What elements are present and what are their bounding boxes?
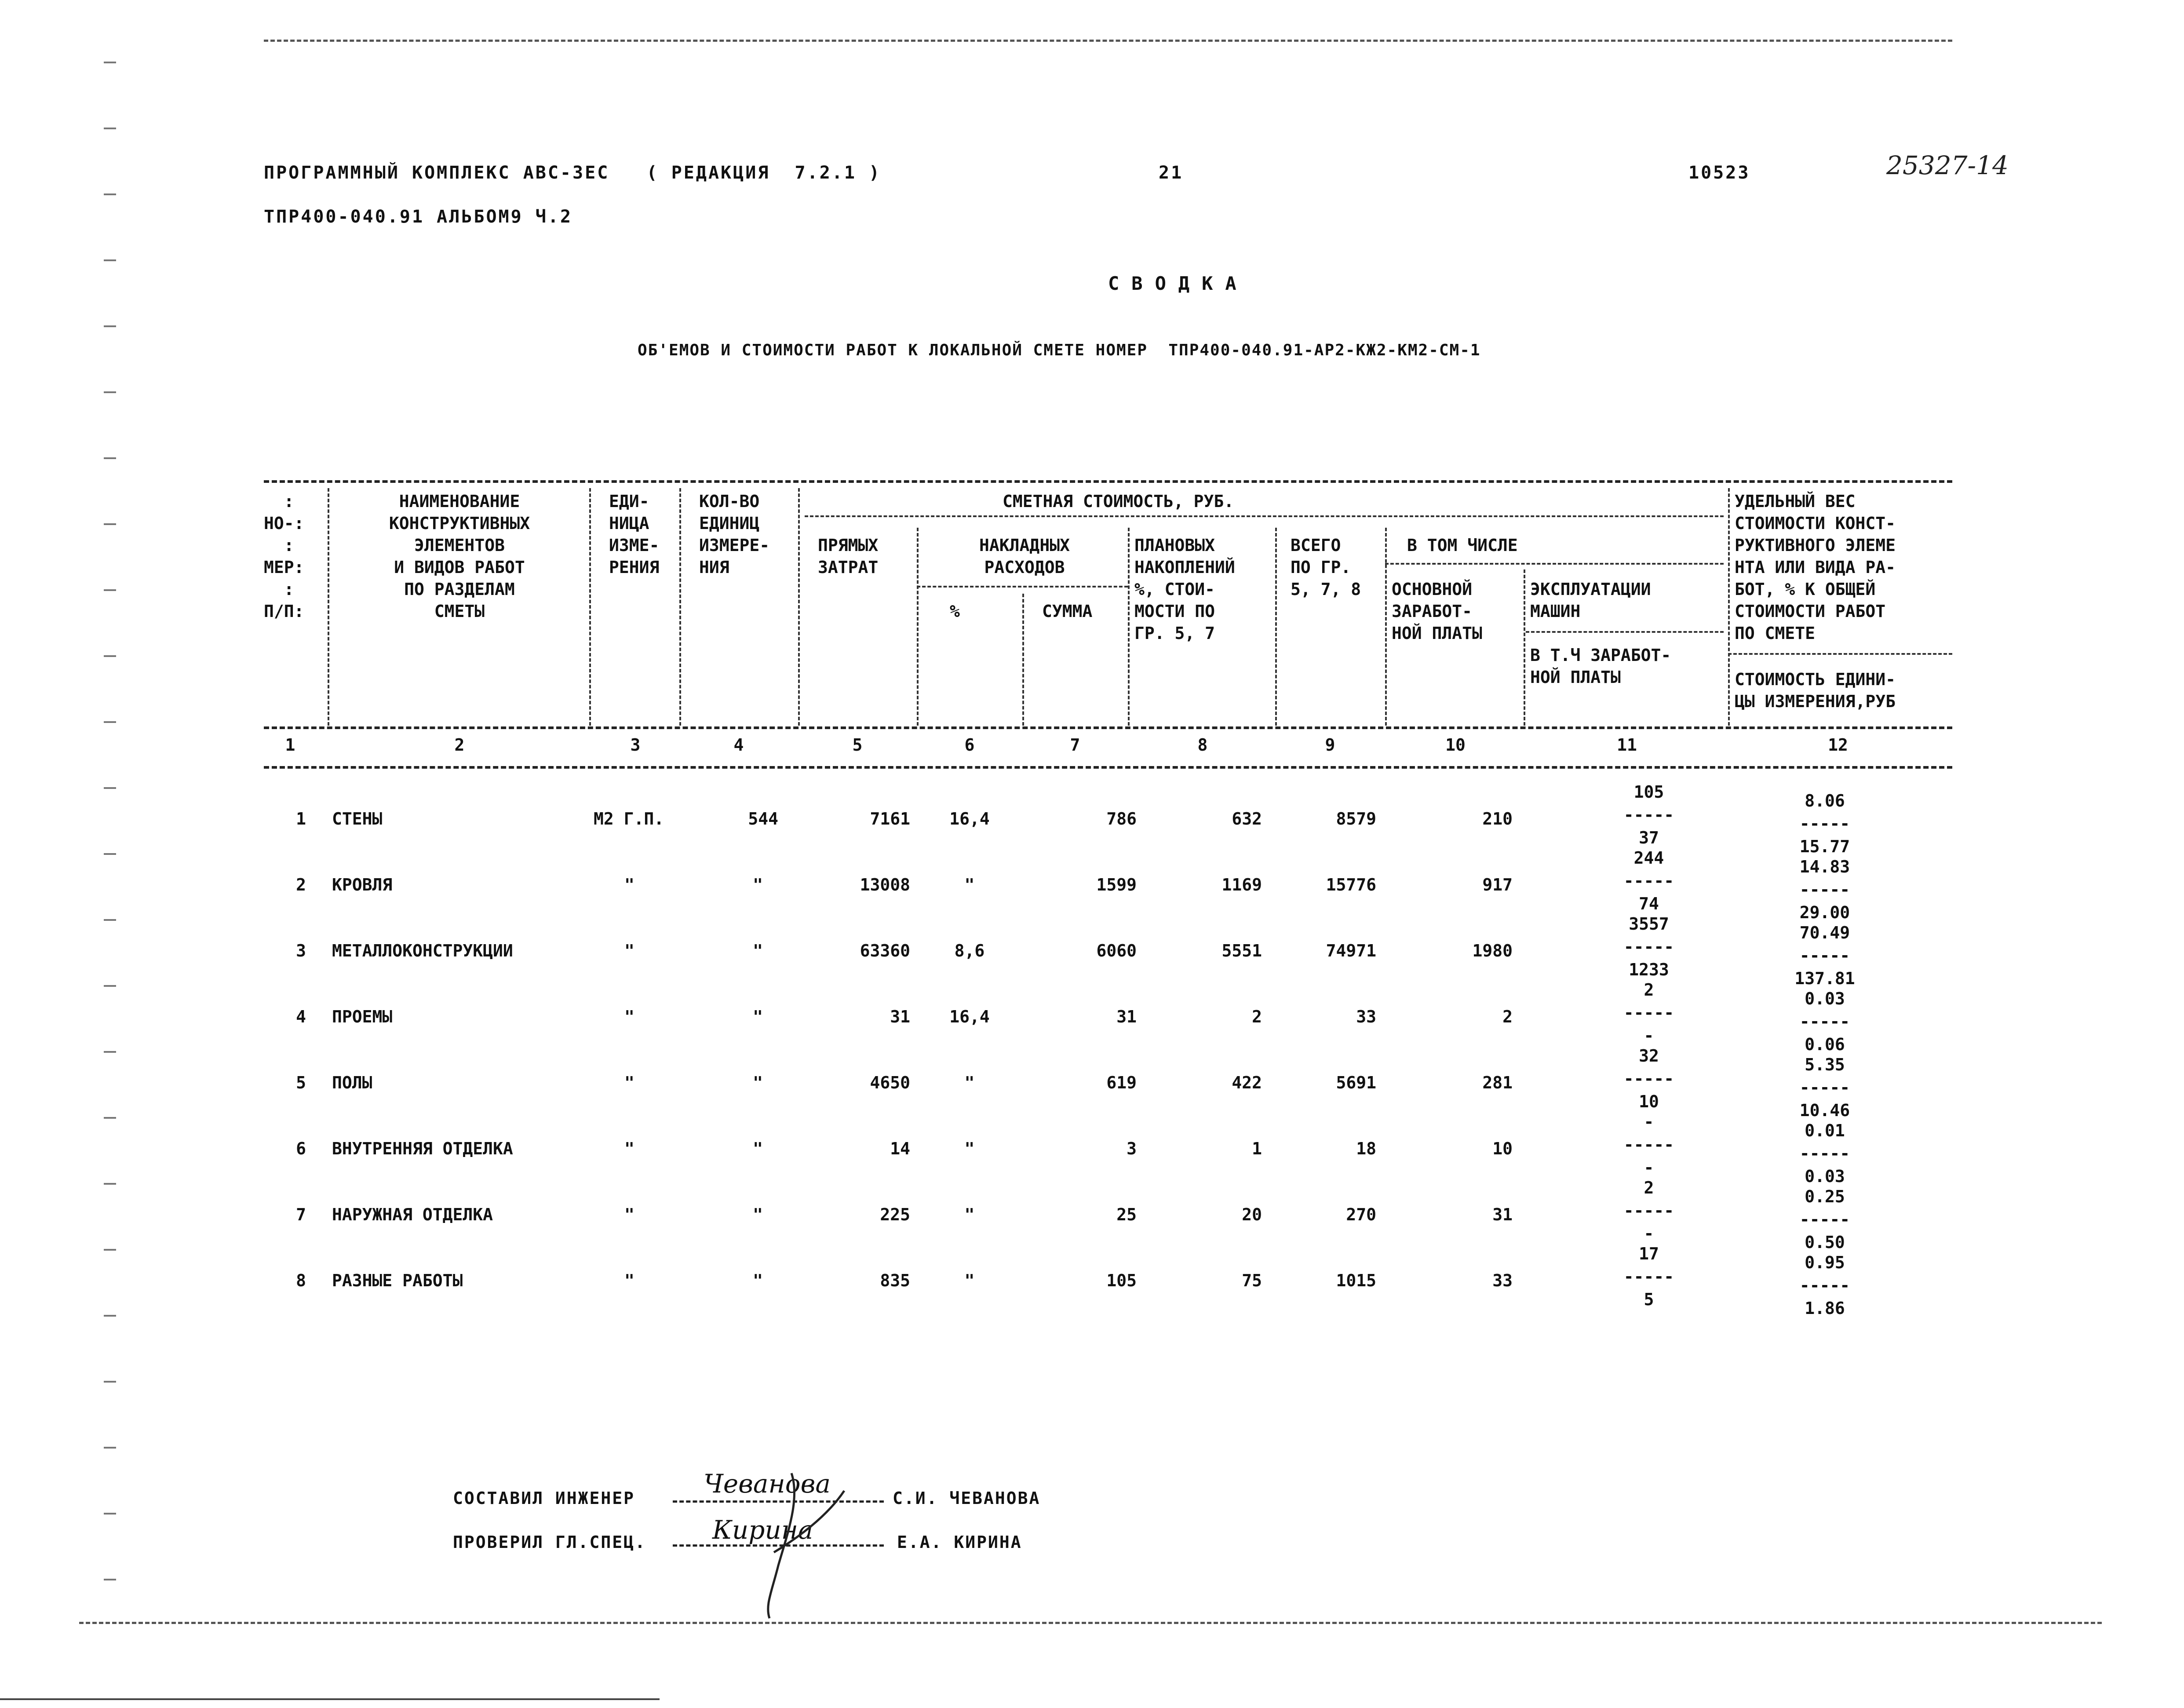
fraction-bar: -----: [1623, 1069, 1674, 1088]
col-numbers-rule: [264, 766, 1952, 769]
row-number: 8: [296, 1271, 306, 1290]
row-overhead-sum: 786: [1106, 809, 1137, 828]
overhead-rule: [917, 586, 1128, 588]
col-num: 3: [630, 735, 641, 755]
fraction-bar: -----: [1623, 937, 1674, 956]
col-header-unit: ЕДИ- НИЦА ИЗМЕ- РЕНИЯ: [609, 492, 660, 577]
row-share-fraction: [1759, 1119, 1891, 1188]
row-machines-fraction: [1583, 1176, 1715, 1245]
unit-cost-value: 0.06: [1805, 1035, 1845, 1054]
share-value: 14.83: [1799, 857, 1850, 876]
row-wages: 210: [1482, 809, 1513, 828]
row-share-fraction: [1759, 987, 1891, 1056]
col-num: 9: [1325, 735, 1335, 755]
row-wages: 33: [1492, 1271, 1513, 1290]
page-title: СВОДКА: [1108, 273, 1249, 294]
col-header-machines: ЭКСПЛУАТАЦИИ МАШИН: [1530, 580, 1651, 621]
row-overhead-sum: 3: [1127, 1139, 1137, 1158]
checked-by-label: ПРОВЕРИЛ ГЛ.СПЕЦ.: [453, 1533, 646, 1552]
row-total: 18: [1356, 1139, 1376, 1158]
col-header-total: ВСЕГО ПО ГР. 5, 7, 8: [1291, 536, 1361, 599]
incl-rule: [1385, 563, 1724, 565]
row-total: 8579: [1336, 809, 1376, 828]
project-code: ТПР400-040.91 АЛЬБОМ9 Ч.2: [264, 207, 573, 227]
row-planned: 20: [1242, 1205, 1262, 1224]
composed-signature: Чеванова: [704, 1469, 831, 1499]
row-total: 270: [1346, 1205, 1376, 1224]
col-header-qty: КОЛ-ВО ЕДИНИЦ ИЗМЕРЕ- НИЯ: [699, 492, 770, 577]
row-machines-fraction: [1583, 1044, 1715, 1113]
checked-signature: Кирина: [712, 1515, 813, 1545]
share-value: 70.49: [1799, 923, 1850, 942]
row-unit: ": [624, 1073, 634, 1092]
row-wages: 281: [1482, 1073, 1513, 1092]
row-overhead-pct: 16,4: [949, 1007, 990, 1026]
row-unit: М2 Г.П.: [594, 809, 664, 828]
machines-value: 2: [1644, 1178, 1654, 1197]
row-overhead-sum: 31: [1116, 1007, 1137, 1026]
col-num: 10: [1445, 735, 1466, 755]
row-unit: ": [624, 941, 634, 960]
row-share-fraction: [1759, 855, 1891, 924]
fraction-bar: -----: [1799, 814, 1850, 833]
row-name: РАЗНЫЕ РАБОТЫ: [332, 1271, 463, 1290]
machines-value: 2: [1644, 980, 1654, 1000]
row-name: ПРОЕМЫ: [332, 1007, 393, 1026]
row-name: ПОЛЫ: [332, 1073, 372, 1092]
bottom-edge-line: [0, 1698, 660, 1700]
col-header-overhead-pct: %: [950, 602, 960, 621]
row-unit: ": [624, 1139, 634, 1158]
row-number: 3: [296, 941, 306, 960]
row-direct: 14: [890, 1139, 910, 1158]
row-direct: 13008: [860, 875, 910, 894]
machine-wages-value: 37: [1639, 828, 1659, 847]
row-planned: 1169: [1221, 875, 1262, 894]
row-overhead-pct: ": [964, 1271, 975, 1290]
fraction-bar: -----: [1623, 1267, 1674, 1286]
share-value: 8.06: [1805, 791, 1845, 810]
share-rule: [1728, 653, 1952, 655]
col-header-unit-cost: СТОИМОСТЬ ЕДИНИ- ЦЫ ИЗМЕРЕНИЯ,РУБ: [1735, 670, 1896, 711]
col-num: 5: [852, 735, 863, 755]
row-wages: 1980: [1472, 941, 1513, 960]
row-qty: ": [753, 1139, 763, 1158]
row-overhead-pct: 16,4: [949, 809, 990, 828]
row-planned: 422: [1232, 1073, 1262, 1092]
fraction-bar: -----: [1623, 1201, 1674, 1220]
row-share-fraction: [1759, 789, 1891, 858]
fraction-bar: -----: [1799, 946, 1850, 965]
row-wages: 917: [1482, 875, 1513, 894]
row-wages: 10: [1492, 1139, 1513, 1158]
col-header-name: НАИМЕНОВАНИЕ КОНСТРУКТИВНЫХ ЭЛЕМЕНТОВ И ВИДОВ РАБОТ ПО РАЗДЕЛАМ СМЕТЫ: [389, 492, 530, 621]
row-machines-fraction: [1583, 781, 1715, 849]
col-num: 6: [964, 735, 975, 755]
share-value: 0.25: [1805, 1187, 1845, 1206]
share-value: 0.95: [1805, 1253, 1845, 1272]
fraction-bar: -----: [1799, 1210, 1850, 1229]
machine-wages-value: 1233: [1629, 960, 1669, 979]
fraction-bar: -----: [1799, 880, 1850, 899]
row-name: МЕТАЛЛОКОНСТРУКЦИИ: [332, 941, 513, 960]
page-number: 21: [1159, 163, 1184, 183]
row-qty: ": [753, 1007, 763, 1026]
row-name: НАРУЖНАЯ ОТДЕЛКА: [332, 1205, 493, 1224]
row-direct: 7161: [870, 809, 910, 828]
row-share-fraction: [1759, 1251, 1891, 1320]
row-overhead-sum: 1599: [1096, 875, 1137, 894]
row-planned: 632: [1232, 809, 1262, 828]
row-total: 74971: [1326, 941, 1376, 960]
machine-wages-value: 74: [1639, 894, 1659, 913]
row-total: 5691: [1336, 1073, 1376, 1092]
row-overhead-pct: ": [964, 1073, 975, 1092]
row-share-fraction: [1759, 921, 1891, 990]
machine-wages-value: -: [1644, 1224, 1654, 1243]
machine-wages-value: 5: [1644, 1290, 1654, 1309]
row-machines-fraction: [1583, 847, 1715, 915]
row-unit: ": [624, 1205, 634, 1224]
row-number: 1: [296, 809, 306, 828]
unit-cost-value: 0.50: [1805, 1233, 1845, 1252]
col-header-machine-wages: В Т.Ч ЗАРАБОТ- НОЙ ПЛАТЫ: [1530, 646, 1671, 687]
row-name: ВНУТРЕННЯЯ ОТДЕЛКА: [332, 1139, 513, 1158]
row-share-fraction: [1759, 1053, 1891, 1122]
fraction-bar: -----: [1623, 1003, 1674, 1022]
col-num: 11: [1617, 735, 1637, 755]
unit-cost-value: 0.03: [1805, 1167, 1845, 1186]
top-perforation: [264, 40, 1952, 42]
row-overhead-pct: ": [964, 875, 975, 894]
row-unit: ": [624, 1007, 634, 1026]
col-header-overhead: НАКЛАДНЫХ РАСХОДОВ: [979, 536, 1070, 577]
fraction-bar: -----: [1799, 1144, 1850, 1163]
row-overhead-pct: 8,6: [954, 941, 985, 960]
col-num: 7: [1070, 735, 1080, 755]
share-value: 5.35: [1805, 1055, 1845, 1074]
row-wages: 2: [1502, 1007, 1513, 1026]
machines-rule: [1526, 631, 1724, 633]
program-header: ПРОГРАММНЫЙ КОМПЛЕКС АВС-3ЕС ( РЕДАКЦИЯ 7.2.1 ): [264, 163, 882, 183]
col-header-wages: ОСНОВНОЙ ЗАРАБОТ- НОЙ ПЛАТЫ: [1392, 580, 1482, 643]
col-header-overhead-sum: СУММА: [1042, 602, 1093, 621]
row-total: 1015: [1336, 1271, 1376, 1290]
row-unit: ": [624, 875, 634, 894]
col-header-estimate-group: СМЕТНАЯ СТОИМОСТЬ, РУБ.: [1003, 492, 1234, 511]
row-name: СТЕНЫ: [332, 809, 383, 828]
table-row: [0, 1244, 2184, 1337]
fraction-bar: -----: [1623, 1135, 1674, 1154]
fraction-bar: -----: [1623, 805, 1674, 825]
bottom-perforation: [79, 1622, 2102, 1624]
col-header-number: : НО-: : МЕР: : П/П:: [264, 492, 304, 621]
row-overhead-sum: 105: [1106, 1271, 1137, 1290]
row-number: 4: [296, 1007, 306, 1026]
unit-cost-value: 15.77: [1799, 837, 1850, 856]
machines-value: 244: [1633, 848, 1664, 868]
row-name: КРОВЛЯ: [332, 875, 393, 894]
composed-by-name: С.И. ЧЕВАНОВА: [893, 1489, 1041, 1508]
row-wages: 31: [1492, 1205, 1513, 1224]
group-rule: [805, 515, 1724, 517]
row-machines-fraction: [1583, 1242, 1715, 1311]
row-number: 5: [296, 1073, 306, 1092]
machines-value: 3557: [1629, 914, 1669, 934]
col-num: 2: [454, 735, 465, 755]
document-code: 10523: [1688, 163, 1750, 183]
col-header-planned: ПЛАНОВЫХ НАКОПЛЕНИЙ %, СТОИ- МОСТИ ПО ГР. 5, 7: [1134, 536, 1235, 643]
handwritten-number: 25327-14: [1886, 150, 2009, 180]
col-header-direct: ПРЯМЫХ ЗАТРАТ: [818, 536, 879, 577]
machine-wages-value: -: [1644, 1158, 1654, 1177]
col-num: 8: [1197, 735, 1208, 755]
page-subtitle: ОБ'ЕМОВ И СТОИМОСТИ РАБОТ К ЛОКАЛЬНОЙ СМЕТЕ НОМЕР ТПР400-040.91-АР2-КЖ2-КМ2-СМ-1: [638, 341, 1481, 359]
col-num: 1: [285, 735, 295, 755]
row-machines-fraction: [1583, 912, 1715, 981]
row-overhead-pct: ": [964, 1205, 975, 1224]
row-qty: ": [753, 1205, 763, 1224]
signature-stroke: [739, 1464, 853, 1623]
unit-cost-value: 1.86: [1805, 1299, 1845, 1318]
col-num: 4: [733, 735, 744, 755]
col-num: 12: [1828, 735, 1848, 755]
row-machines-fraction: [1583, 978, 1715, 1047]
table-top-rule: [264, 480, 1952, 483]
row-qty: ": [753, 875, 763, 894]
row-overhead-sum: 6060: [1096, 941, 1137, 960]
unit-cost-value: 10.46: [1799, 1101, 1850, 1120]
composed-by-label: СОСТАВИЛ ИНЖЕНЕР: [453, 1489, 635, 1508]
machines-value: -: [1644, 1112, 1654, 1131]
machine-wages-value: 10: [1639, 1092, 1659, 1111]
machines-value: 17: [1639, 1244, 1659, 1263]
row-overhead-pct: ": [964, 1139, 975, 1158]
row-qty: ": [753, 1073, 763, 1092]
header-bottom-rule: [264, 726, 1952, 729]
share-value: 0.03: [1805, 989, 1845, 1008]
row-overhead-sum: 619: [1106, 1073, 1137, 1092]
fraction-bar: -----: [1799, 1012, 1850, 1031]
row-planned: 75: [1242, 1271, 1262, 1290]
checked-by-name: Е.А. КИРИНА: [897, 1533, 1022, 1552]
row-planned: 2: [1252, 1007, 1262, 1026]
machines-value: 32: [1639, 1046, 1659, 1066]
row-qty: ": [753, 1271, 763, 1290]
share-value: 0.01: [1805, 1121, 1845, 1140]
machine-wages-value: -: [1644, 1026, 1654, 1045]
row-total: 33: [1356, 1007, 1376, 1026]
row-qty: 544: [748, 809, 778, 828]
row-number: 2: [296, 875, 306, 894]
row-planned: 5551: [1221, 941, 1262, 960]
row-overhead-sum: 25: [1116, 1205, 1137, 1224]
row-direct: 31: [890, 1007, 910, 1026]
row-qty: ": [753, 941, 763, 960]
row-unit: ": [624, 1271, 634, 1290]
fraction-bar: -----: [1799, 1276, 1850, 1295]
machines-value: 105: [1633, 782, 1664, 802]
col-header-share: УДЕЛЬНЫЙ ВЕС СТОИМОСТИ КОНСТ- РУКТИВНОГО ЭЛЕМЕ НТА ИЛИ ВИДА РА- БОТ, % К ОБЩЕЙ СТОИМОСТИ РАБОТ ПО СМЕТЕ: [1735, 492, 1896, 643]
col-header-including: В ТОМ ЧИСЛЕ: [1407, 536, 1518, 555]
row-number: 6: [296, 1139, 306, 1158]
row-direct: 4650: [870, 1073, 910, 1092]
row-direct: 225: [880, 1205, 910, 1224]
fraction-bar: -----: [1799, 1078, 1850, 1097]
row-share-fraction: [1759, 1185, 1891, 1254]
row-total: 15776: [1326, 875, 1376, 894]
row-number: 7: [296, 1205, 306, 1224]
unit-cost-value: 137.81: [1794, 969, 1855, 988]
row-planned: 1: [1252, 1139, 1262, 1158]
unit-cost-value: 29.00: [1799, 903, 1850, 922]
fraction-bar: -----: [1623, 871, 1674, 890]
row-machines-fraction: [1583, 1110, 1715, 1179]
row-direct: 63360: [860, 941, 910, 960]
row-direct: 835: [880, 1271, 910, 1290]
